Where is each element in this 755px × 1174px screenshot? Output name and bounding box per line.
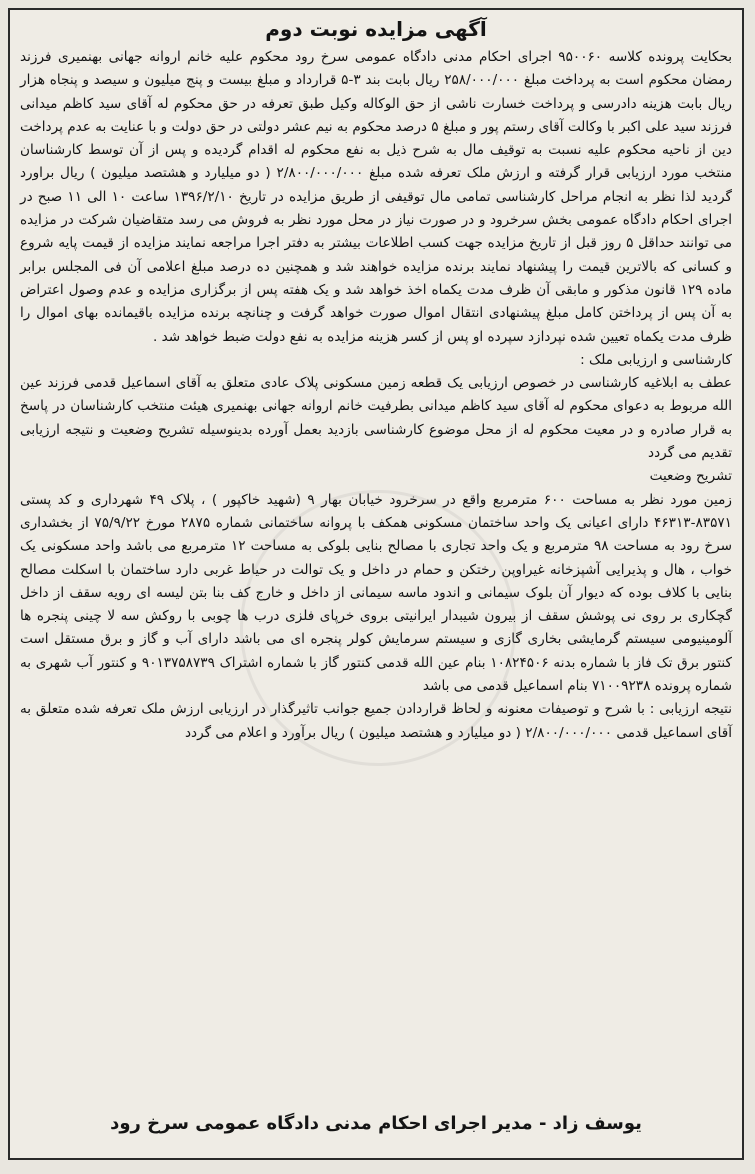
signature-line: یوسف زاد - مدیر اجرای احکام مدنی دادگاه عمومی سرخ رود [110, 1113, 642, 1134]
notice-title: آگهی مزایده نوبت دوم [265, 17, 487, 41]
condition-heading: تشریح وضعیت [649, 468, 732, 485]
appraisal-result-paragraph: نتیجه ارزیابی : با شرح و توصیفات معنونه و لحاظ قراردادن جمیع جوانب تاثیرگذار در ارزیابی ارزش ملک تعرفه شده متعلق به آقای اسماعیل قدمی ۲/۸۰۰/۰۰۰/۰۰۰ ( دو میلیارد و هشتصد میلیون ) ریال برآورد و اعلام می گردد [20, 701, 732, 741]
appraisal-heading: کارشناسی و ارزیابی ملک : [580, 351, 732, 368]
property-description-paragraph: زمین مورد نظر به مساحت ۶۰۰ مترمربع واقع در سرخرود خیابان بهار ۹ (شهید خاکپور ) ، پلاک ۴۹ شهرداری و کد پستی ۸۳۵۷۱-۴۶۳۱۳ دارای اعیانی یک واحد ساختمان مسکونی همکف با پروانه ساختمانی شماره ۲۸۷۵ مورخ ۷۵/۹/۲۲ از بخشداری سرخ رود به مساحت ۹۸ مترمربع و یک واحد تجاری با مصالح بنایی بلوکی به مساحت ۱۲ مترمربع می باشد واحد مسکونی یک خواب ، هال و پذیرایی آشپزخانه غیراوپن رختکن و حمام در داخل و یک توالت در حیاط غربی دارد ساختمان با اسکلت مصالح بنایی با کلاف بوده که دیوار آن بلوک سیمانی و اندود ماسه سیمانی از داخل و خارج کف بنا بتن لیسه ای رویه سقف از داخل گچکاری بر روی نی پوشش سقف از بیرون شیبدار ایرانیتی بروی خرپای فلزی درب ها چوبی با روکش سه لا چینی پنجره ها آلومینیومی سیستم گرمایشی بخاری گازی و سیستم سرمایش کولر پنجره ای می باشد دارای آب و گاز و برق مستقل است کنتور برق تک فاز با شماره بدنه ۱۰۸۲۴۵۰۶ بنام عین الله قدمی کنتور گاز با شماره اشتراک ۹۰۱۳۷۵۸۷۳۹ و کنتور آب شهری به شماره پرونده ۷۱۰۰۹۲۳۸ بنام اسماعیل قدمی می باشد [20, 491, 732, 695]
notice-sheet [8, 8, 744, 1160]
appraisal-intro-paragraph: عطف به ابلاغیه کارشناسی در خصوص ارزیابی یک قطعه زمین مسکونی پلاک عادی متعلق به آقای اسماعیل قدمی فرزند عین الله مربوط به دعوای محکوم له آقای سید کاظم میدانی بطرفیت خانم اروانه جهانی بهنمیری هیئت منتخب کارشناسان در پاسخ به قرار صادره و در معیت محکوم له از محل موضوع کارشناسی بازدید بعمل آورده بدینوسیله تشریح وضعیت و نتیجه ارزیابی تقدیم می گردد [20, 375, 732, 462]
auction-terms-paragraph: بحکایت پرونده کلاسه ۹۵۰۰۶۰ اجرای احکام مدنی دادگاه عمومی سرخ رود محکوم علیه خانم اروانه جهانی بهنمیری فرزند رمضان محکوم است به پرداخت مبلغ ۲۵۸/۰۰۰/۰۰۰ ریال بابت بند ۳-۵ قرارداد و مبلغ بیست و پنج میلیون و سیصد و پنجاه هزار ریال بابت هزینه دادرسی و پرداخت خسارت ناشی از حق الوکاله وکیل طبق تعرفه در حق محکوم له آقای سید کاظم میدانی فرزند سید علی اکبر با وکالت آقای رستم پور و مبلغ ۵ درصد محکوم به نیم عشر دولتی در حق دولت و با عنایت به عدم پرداخت دین از ناحیه محکوم علیه نسبت به توقیف مال به شرح ذیل به نفع محکوم له اقدام گردیده و پس از آن توسط کارشناسان منتخب مورد ارزیابی قرار گرفته و ارزش ملک تعرفه شده مبلغ ۲/۸۰۰/۰۰۰/۰۰۰ ( دو میلیارد و هشتصد میلیون ) ریال براورد گردید لذا نظر به انجام مراحل کارشناسی تمامی مال توقیفی از طریق مزایده در تاریخ ۱۳۹۶/۲/۱۰ ساعت ۱۰ الی ۱۱ صبح در اجرای احکام دادگاه عمومی بخش سرخرود و در صورت نیاز در محل مورد نظر به فروش می رسد متقاضیان شرکت در مزایده می توانند حداقل ۵ روز قبل از تاریخ مزایده جهت کسب اطلاعات بیشتر به دفتر اجرا مراجعه نمایند مزایده از قیمت پایه شروع و کسانی که بالاترین قیمت را پیشنهاد نمایند برنده مزایده خواهند شد و همچنین ده درصد مبلغ اعلامی آن فی المجلس برابر ماده ۱۲۹ قانون مذکور و مابقی آن ظرف مدت یکماه اخذ خواهد شد و یک هفته پس از برگزاری مزایده و عدم وصول اعتراض به آن پس از پرداختن کامل مبلغ پیشنهادی انتقال اموال صورت خواهد گرفت و چنانچه برنده مزایده باقیمانده بهای اموال را ظرف مدت یکماه تعیین شده نپردازد سپرده او پس از کسر هزینه مزایده به نفع دولت ضبط خواهد شد . [20, 49, 733, 345]
